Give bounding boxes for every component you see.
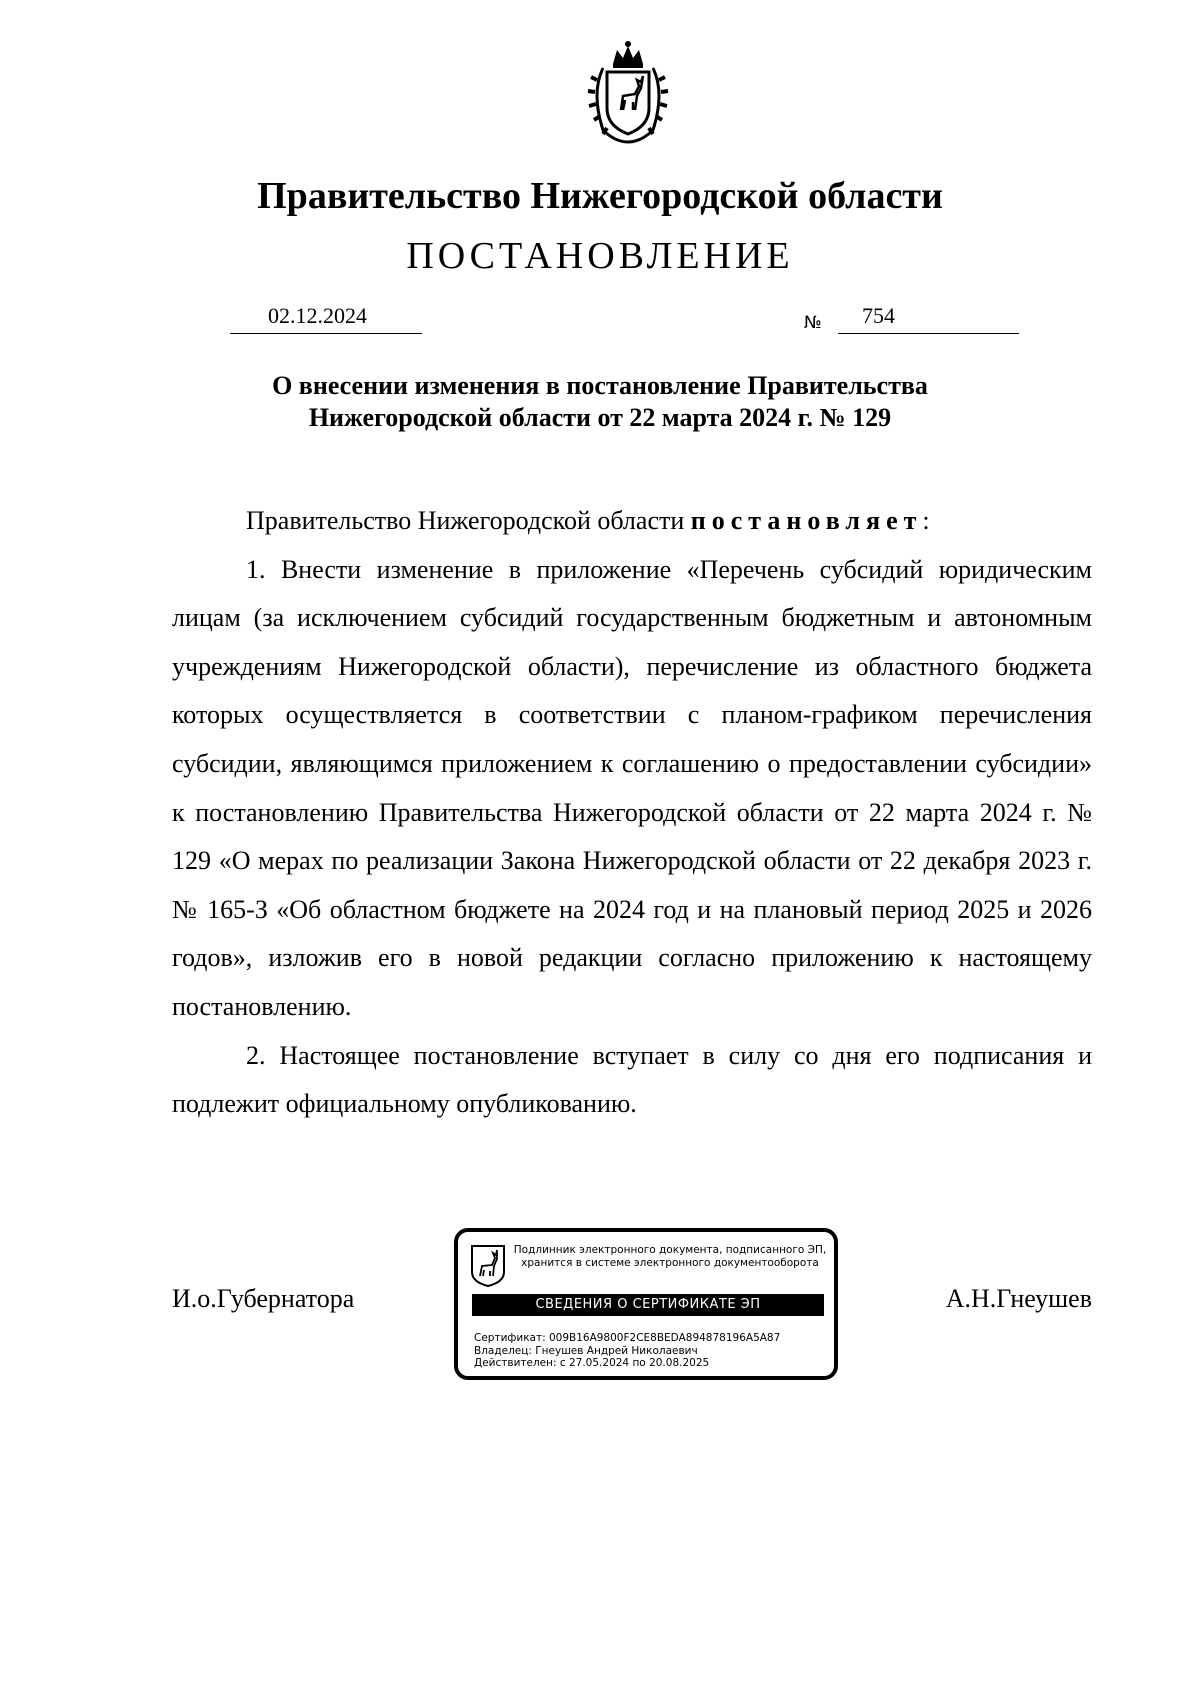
intro-end: : [922, 506, 930, 535]
paragraph-1: 1. Внести изменение в приложение «Перечень субсидий юридическим лицам (за исключением субсидий государственным бюджетным и автономным учреждениям Нижегородской области), перечисление из областного бюджета которых осуществляется в соответствии с планом-графиком перечисления субсидии, являющимся приложением к соглашению о предоставлении субсидии» к постановлению Правительства Нижегородской области от 22 марта 2024 г. № 129 «О мерах по реализации Закона Нижегородской области от 22 декабря 2023 г. № 165-З «Об областном бюджете на 2024 год и на плановый период 2025 и 2026 годов», изложив его в новой редакции согласно приложению к настоящему постановлению. [172, 554, 1092, 1021]
number-sign: № [804, 313, 822, 333]
subject-line-2: Нижегородской области от 22 марта 2024 г. № 129 [308, 403, 892, 432]
intro-paragraph [172, 497, 1092, 546]
certificate-owner: Владелец: Гнеушев Андрей Николаевич [474, 1344, 698, 1357]
deer-emblem-icon [470, 1244, 506, 1288]
certificate-number: Сертификат: 009B16A9800F2CE8BEDA894878196A5A87 [474, 1332, 781, 1344]
stamp-header-line-2: хранится в системе электронного документооборота [521, 1257, 819, 1269]
document-body [172, 497, 1092, 1129]
signer-position: И.о.Губернатора [172, 1284, 355, 1313]
stamp-title: СВЕДЕНИЯ О СЕРТИФИКАТЕ ЭП [472, 1294, 824, 1316]
coat-of-arms-icon [573, 38, 683, 148]
intro-text: Правительство Нижегородской области [246, 506, 691, 535]
paragraph-2: 2. Настоящее постановление вступает в силу со дня его подписания и подлежит официальному опубликованию. [172, 1040, 1092, 1119]
document-number: 754 [862, 303, 895, 328]
document-date: 02.12.2024 [268, 303, 367, 328]
signer-name: А.Н.Гнеушев [945, 1284, 1092, 1313]
document-subject [150, 370, 1050, 434]
intro-emphasis: постановляет [690, 506, 923, 535]
subject-line-1: О внесении изменения в постановление Правительства [272, 371, 928, 400]
electronic-signature-stamp [454, 1228, 838, 1380]
document-type: ПОСТАНОВЛЕНИЕ [406, 235, 794, 277]
organization-title: Правительство Нижегородской области [257, 175, 943, 217]
stamp-header [510, 1244, 830, 1270]
certificate-validity: Действителен: с 27.05.2024 по 20.08.2025 [474, 1357, 710, 1369]
stamp-certificate-info [474, 1332, 780, 1370]
stamp-header-line-1: Подлинник электронного документа, подписанного ЭП, [513, 1244, 827, 1256]
